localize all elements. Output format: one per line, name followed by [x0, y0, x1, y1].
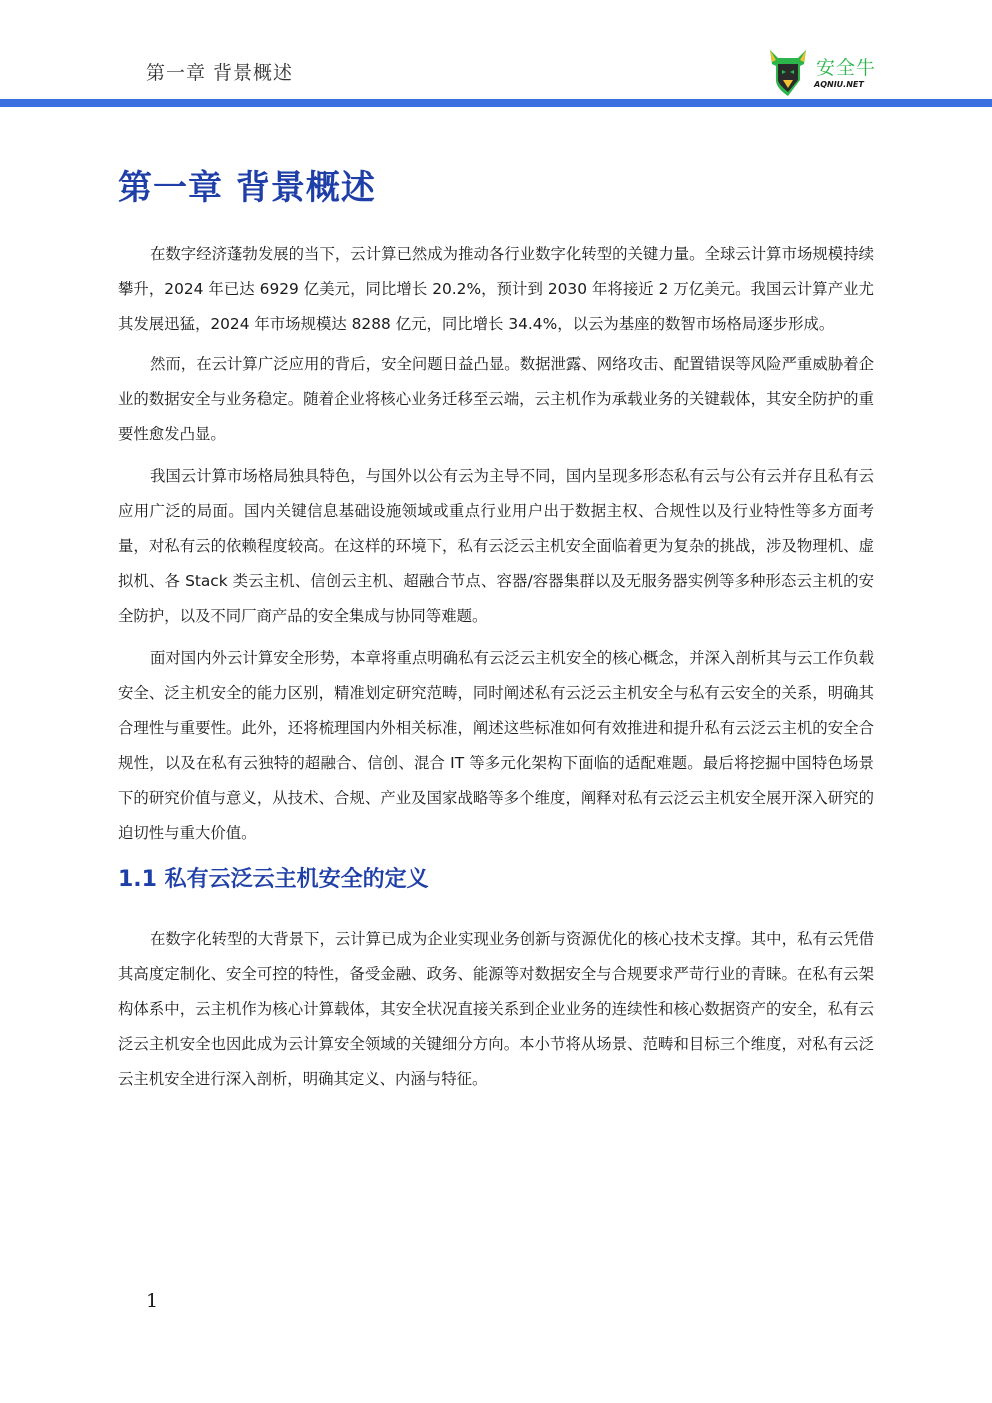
body-paragraph-2: 然而，在云计算广泛应用的背后，安全问题日益凸显。数据泄露、网络攻击、配置错误等风险严重威胁着企业的数据安全与业务稳定。随着企业将核心业务迁移至云端，云主机作为承载业务的关键载体，其安全防护的重要性愈发凸显。 [118, 355, 874, 443]
chapter-title: 第一章 背景概述 [118, 168, 376, 208]
section-paragraph: 在数字化转型的大背景下，云计算已成为企业实现业务创新与资源优化的核心技术支撑。其中，私有云凭借其高度定制化、安全可控的特性，备受金融、政务、能源等对数据安全与合规要求严苛行业的青睐。在私有云架构体系中，云主机作为核心计算载体，其安全状况直接关系到企业业务的连续性和核心数据资产的安全，私有云泛云主机安全也因此成为云计算安全领域的关键细分方向。本小节将从场景、范畴和目标三个维度，对私有云泛云主机安全进行深入剖析，明确其定义、内涵与特征。 [118, 930, 874, 1088]
logo-domain-text: AQNIU.NET [814, 80, 864, 89]
logo-wordmark: 安全牛 [816, 57, 877, 79]
aqniu-logo [766, 44, 886, 98]
section-heading: 1.1 私有云泛云主机安全的定义 [118, 867, 429, 892]
body-paragraph-3: 我国云计算市场格局独具特色，与国外以公有云为主导不同，国内呈现多形态私有云与公有云并存且私有云应用广泛的局面。国内关键信息基础设施领域或重点行业用户出于数据主权、合规性以及行业特性等多方面考量，对私有云的依赖程度较高。在这样的环境下，私有云泛云主机安全面临着更为复杂的挑战，涉及物理机、虚拟机、各 Stack 类云主机、信创云主机、超融合节点、容器/容器集群以及无服务器实例等多种形态云主机的安全防护，以及不同厂商产品的安全集成与协同等难题。 [118, 467, 874, 625]
page-number: 1 [146, 1290, 159, 1312]
bull-shield-icon [766, 46, 810, 98]
header-accent-bar [0, 99, 992, 107]
running-header-title: 第一章 背景概述 [146, 62, 294, 84]
body-paragraph-4: 面对国内外云计算安全形势，本章将重点明确私有云泛云主机安全的核心概念，并深入剖析其与云工作负载安全、泛主机安全的能力区别，精准划定研究范畴，同时阐述私有云泛云主机安全与私有云安全的关系，明确其合理性与重要性。此外，还将梳理国内外相关标准，阐述这些标准如何有效推进和提升私有云泛云主机的安全合规性，以及在私有云独特的超融合、信创、混合 IT 等多元化架构下面临的适配难题。最后将挖掘中国特色场景下的研究价值与意义，从技术、合规、产业及国家战略等多个维度，阐释对私有云泛云主机安全展开深入研究的迫切性与重大价值。 [118, 649, 874, 842]
body-paragraph-1: 在数字经济蓬勃发展的当下，云计算已然成为推动各行业数字化转型的关键力量。全球云计算市场规模持续攀升，2024 年已达 6929 亿美元，同比增长 20.2%，预计到 2030 年将接近 2 万亿美元。我国云计算产业尤其发展迅猛，2024 年市场规模达 8288 亿元，同比增长 34.4%，以云为基座的数智市场格局逐步形成。 [118, 245, 874, 333]
